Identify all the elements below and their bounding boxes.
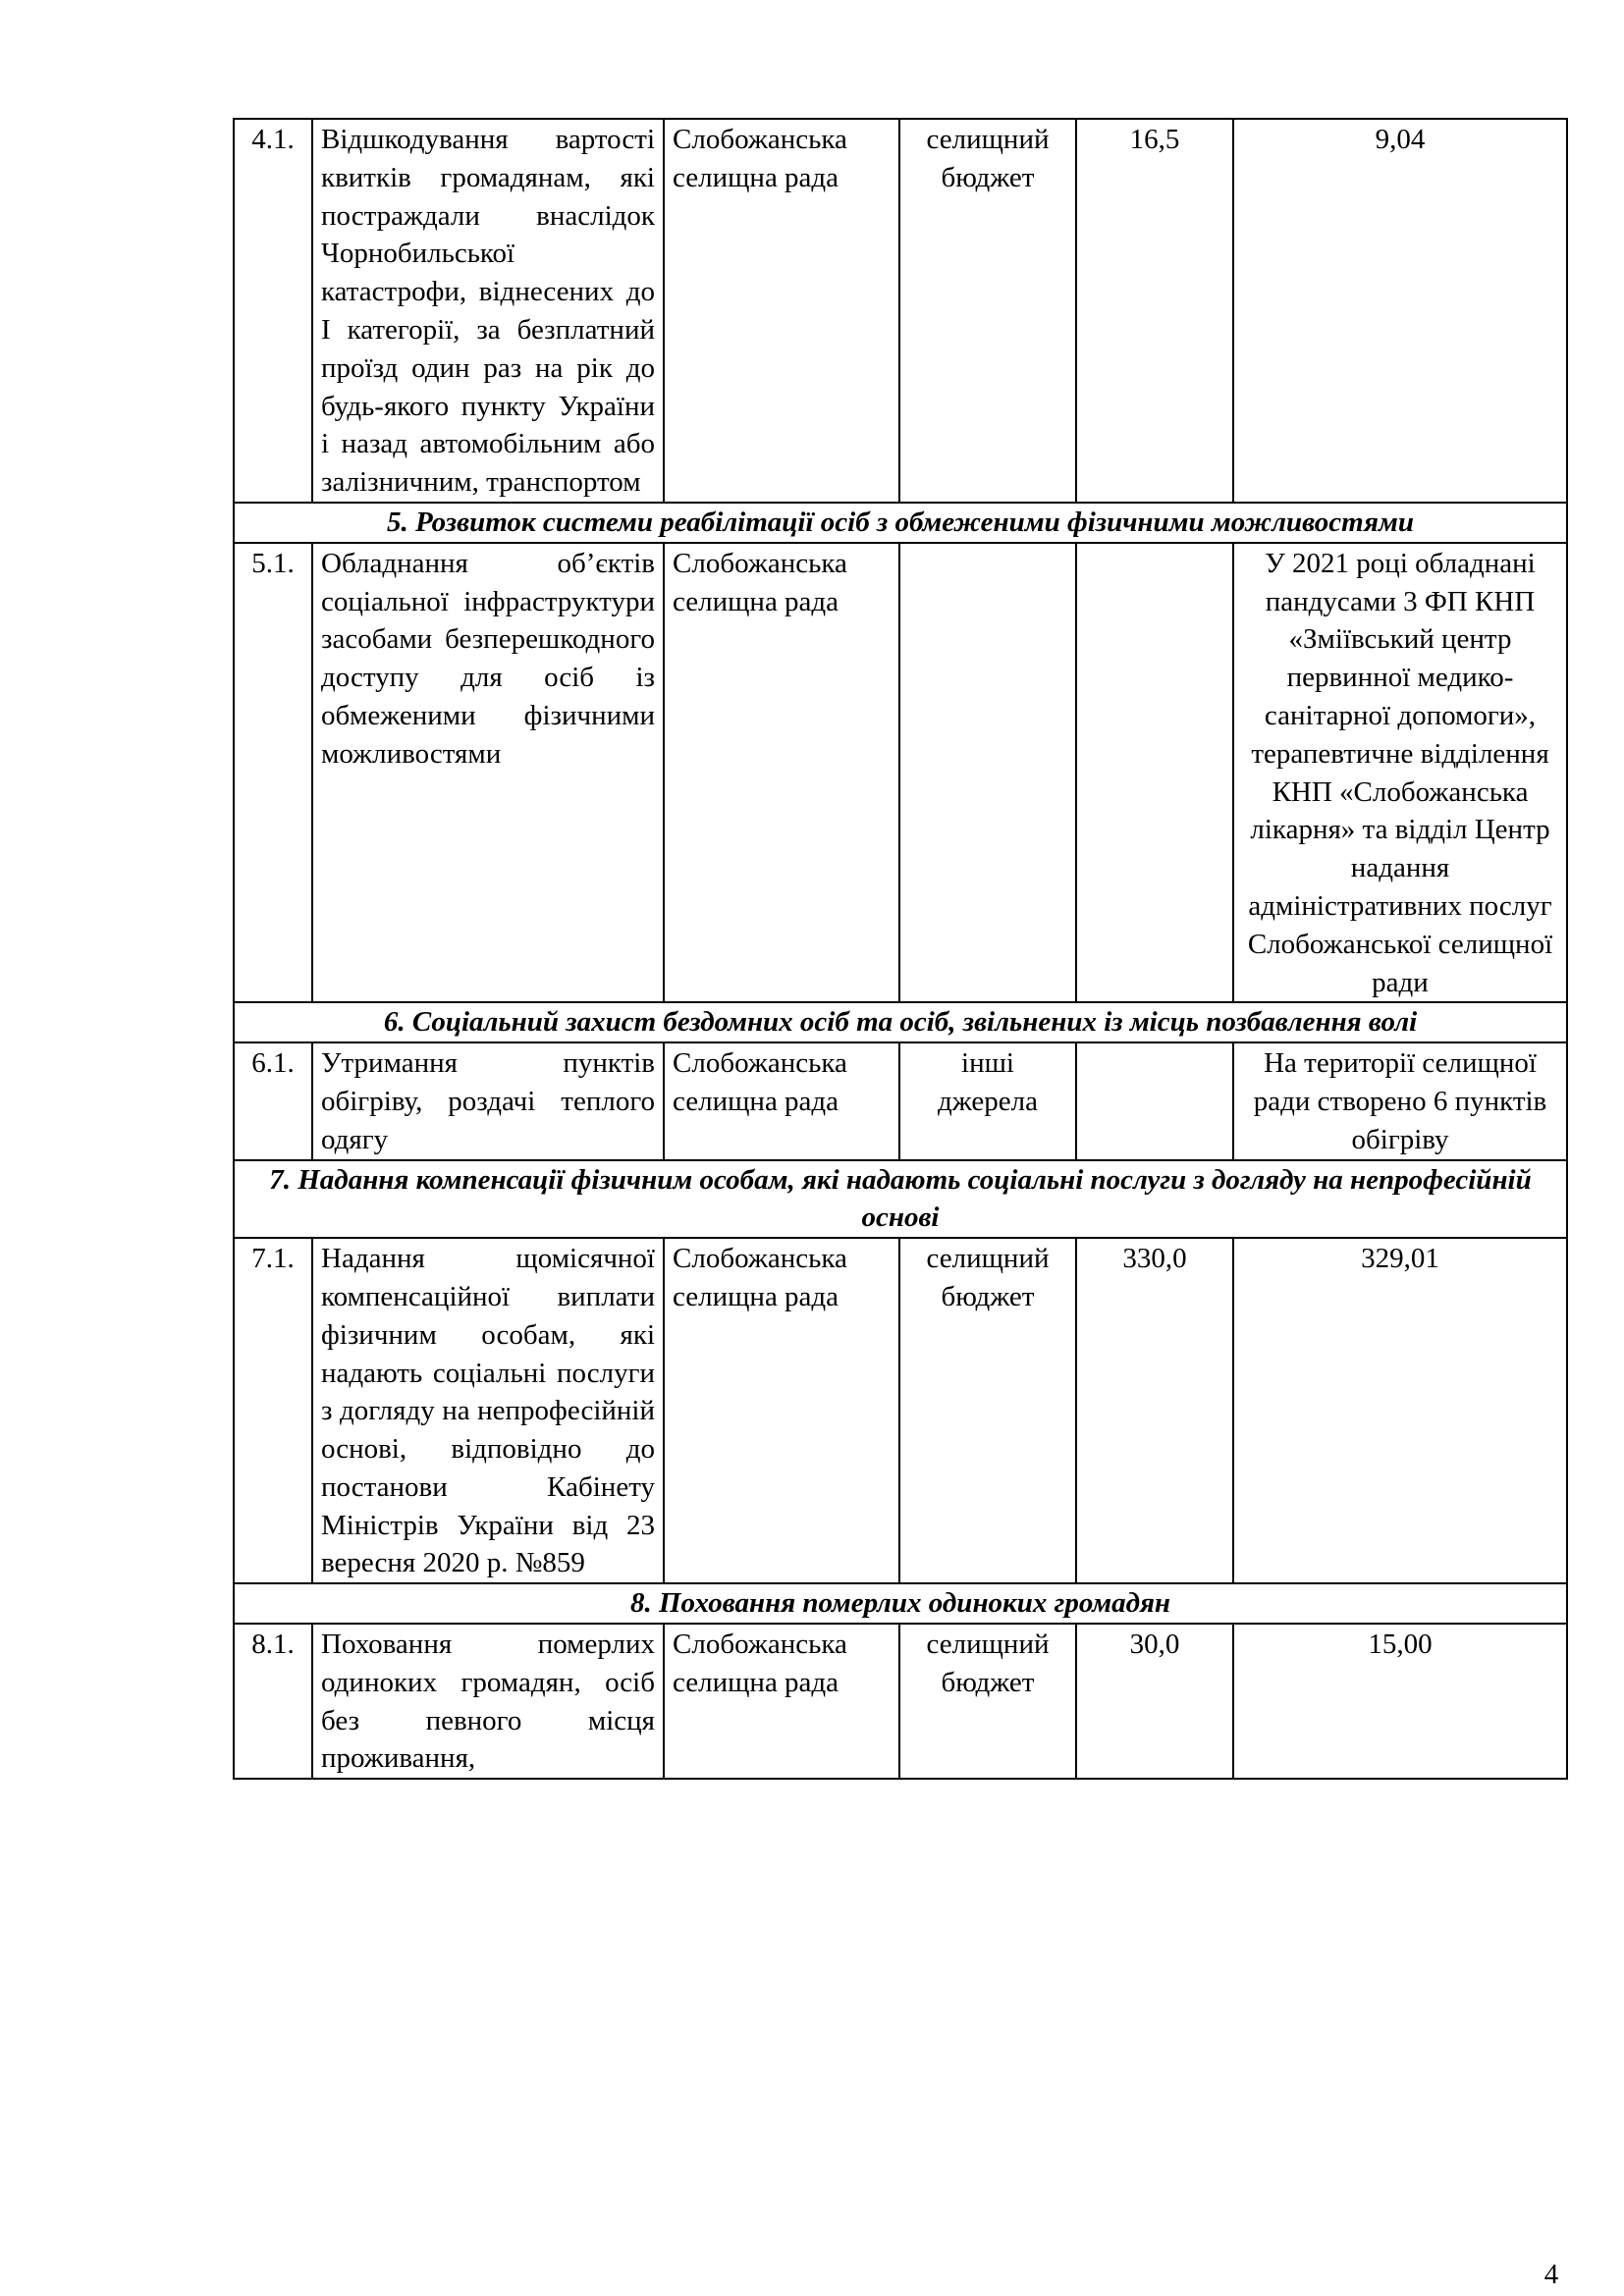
table-row xyxy=(234,119,1567,503)
funding-source: селищний бюджет xyxy=(899,1624,1076,1779)
measure-description: Обладнання об’єктів соціальної інфраструктури засобами безперешкодного доступу для осіб із обмеженими фізичними можливостями xyxy=(312,543,664,1003)
section-title: 6. Соціальний захист бездомних осіб та осіб, звільнених із місць позбавлення волі xyxy=(234,1002,1567,1042)
row-number: 6.1. xyxy=(234,1042,312,1159)
planned-amount: 16,5 xyxy=(1076,119,1233,503)
program-measures-table xyxy=(233,118,1568,1780)
section-title: 7. Надання компенсації фізичним особам, які надають соціальні послуги з догляду на непрофесійній основі xyxy=(234,1160,1567,1239)
funding-source: інші джерела xyxy=(899,1042,1076,1159)
execution-result: У 2021 році обладнані пандусами 3 ФП КНП «Зміївський центр первинної медико-санітарної допомоги», терапевтичне відділення КНП «Слобожанська лікарня» та відділ Центр надання адміністративних послуг Слобожанської селищної ради xyxy=(1233,543,1567,1003)
program-table-container xyxy=(233,118,1566,1780)
row-number: 8.1. xyxy=(234,1624,312,1779)
funding-source: селищний бюджет xyxy=(899,1238,1076,1583)
measure-description: Надання щомісячної компенсаційної виплати фізичним особам, які надають соціальні послуги з догляду на непрофесійній основі, відповідно до постанови Кабінету Міністрів України від 23 вересня 2020 р. №859 xyxy=(312,1238,664,1583)
row-number: 5.1. xyxy=(234,543,312,1003)
section-header-row xyxy=(234,1002,1567,1042)
table-row xyxy=(234,543,1567,1003)
execution-result: 9,04 xyxy=(1233,119,1567,503)
section-title: 5. Розвиток системи реабілітації осіб з обмеженими фізичними можливостями xyxy=(234,503,1567,543)
execution-result: 329,01 xyxy=(1233,1238,1567,1583)
row-number: 7.1. xyxy=(234,1238,312,1583)
executor: Слобожанська селищна рада xyxy=(664,1042,899,1159)
funding-source: селищний бюджет xyxy=(899,119,1076,503)
table-row xyxy=(234,1042,1567,1159)
page-number: 4 xyxy=(1543,2259,1559,2290)
planned-amount: 330,0 xyxy=(1076,1238,1233,1583)
executor: Слобожанська селищна рада xyxy=(664,543,899,1003)
table-row xyxy=(234,1624,1567,1779)
table-row xyxy=(234,1238,1567,1583)
executor: Слобожанська селищна рада xyxy=(664,119,899,503)
executor: Слобожанська селищна рада xyxy=(664,1624,899,1779)
row-number: 4.1. xyxy=(234,119,312,503)
measure-description: Відшкодування вартості квитків громадянам, які постраждали внаслідок Чорнобильської катастрофи, віднесених до І категорії, за безплатний проїзд один раз на рік до будь-якого пункту України і назад автомобільним або залізничним, транспортом xyxy=(312,119,664,503)
section-header-row xyxy=(234,1583,1567,1624)
measure-description: Утримання пунктів обігріву, роздачі теплого одягу xyxy=(312,1042,664,1159)
section-header-row xyxy=(234,503,1567,543)
measure-description: Поховання померлих одиноких громадян, осіб без певного місця проживання, xyxy=(312,1624,664,1779)
funding-source xyxy=(899,543,1076,1003)
executor: Слобожанська селищна рада xyxy=(664,1238,899,1583)
planned-amount: 30,0 xyxy=(1076,1624,1233,1779)
execution-result: На території селищної ради створено 6 пунктів обігріву xyxy=(1233,1042,1567,1159)
planned-amount xyxy=(1076,1042,1233,1159)
section-header-row xyxy=(234,1160,1567,1239)
planned-amount xyxy=(1076,543,1233,1003)
execution-result: 15,00 xyxy=(1233,1624,1567,1779)
section-title: 8. Поховання померлих одиноких громадян xyxy=(234,1583,1567,1624)
